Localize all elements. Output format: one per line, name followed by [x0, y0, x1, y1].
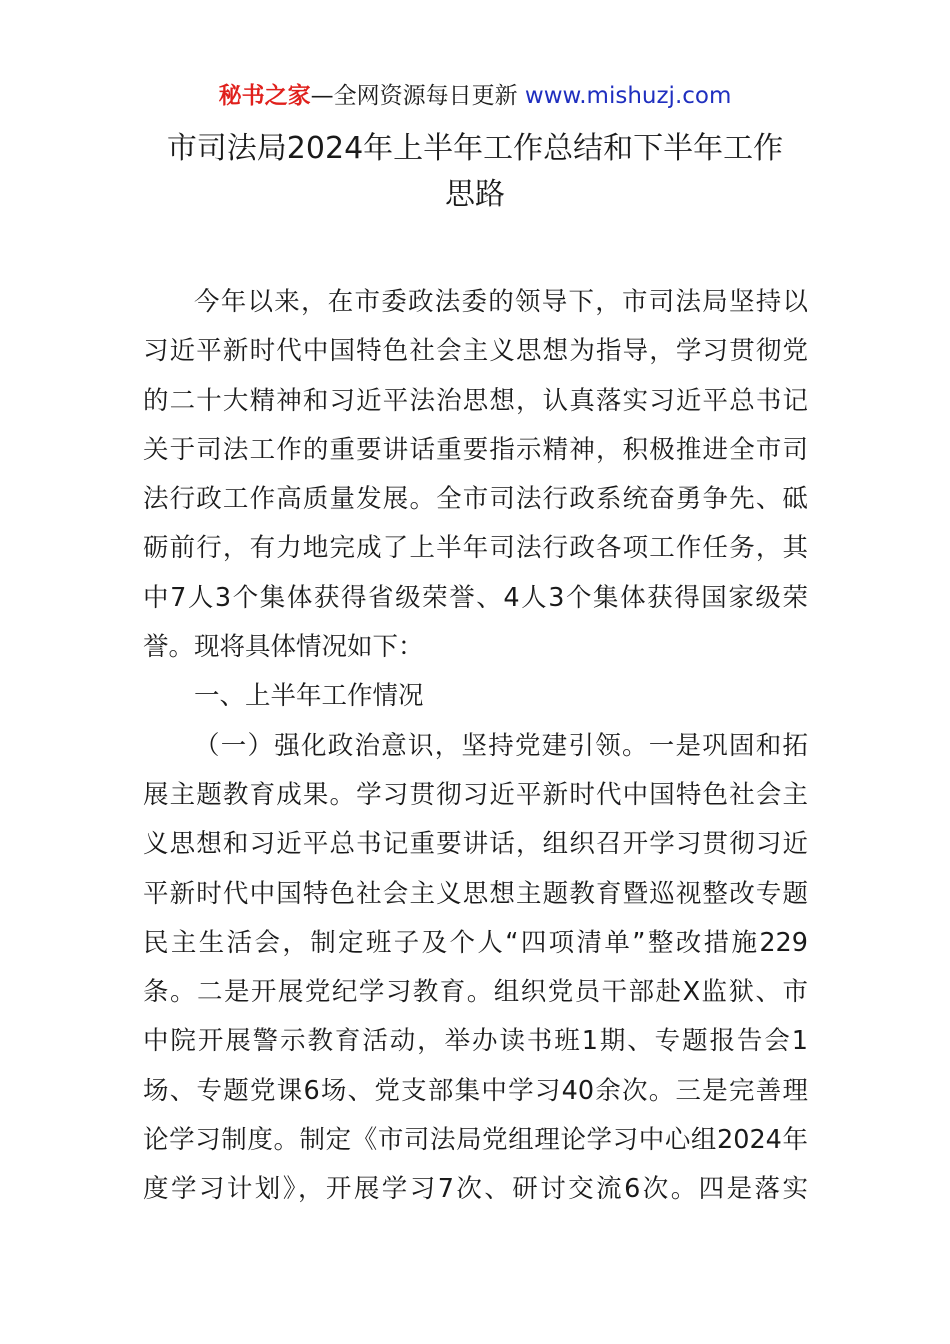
body-line: 今年以来，在市委政法委的领导下，市司法局坚持以 — [194, 287, 808, 317]
body-line: 论学习制度。制定《市司法局党组理论学习中心组2024年 — [143, 1125, 808, 1156]
body-line: （一）强化政治意识，坚持党建引领。一是巩固和拓 — [194, 730, 808, 761]
body-line: 展主题教育成果。学习贯彻习近平新时代中国特色社会主 — [143, 779, 808, 810]
body-line: 中7人3个集体获得省级荣誉、4人3个集体获得国家级荣 — [143, 582, 808, 613]
title-line-1: 市司法局2024年上半年工作总结和下半年工作 — [166, 131, 784, 166]
site-header — [0, 80, 950, 112]
body-line: 场、专题党课6场、党支部集中学习40余次。三是完善理 — [143, 1075, 808, 1106]
body-line: 中院开展警示教育活动，举办读书班1期、专题报告会1 — [143, 1026, 808, 1057]
body-line: 义思想和习近平总书记重要讲话，组织召开学习贯彻习近 — [143, 829, 808, 860]
body-line: 誉。现将具体情况如下： — [143, 632, 424, 663]
body-line: 关于司法工作的重要讲话重要指示精神，积极推进全市司 — [143, 434, 808, 465]
body-line: 法行政工作高质量发展。全市司法行政系统奋勇争先、砥 — [143, 484, 808, 515]
body-line: 平新时代中国特色社会主义思想主题教育暨巡视整改专题 — [143, 878, 808, 909]
site-tagline: —全网资源每日更新 — [310, 83, 518, 109]
body-line: 民主生活会，制定班子及个人“四项清单”整改措施229 — [143, 927, 808, 958]
site-name: 秘书之家 — [218, 83, 311, 109]
document-title — [120, 126, 830, 218]
body-line: 的二十大精神和习近平法治思想，认真落实习近平总书记 — [143, 385, 808, 416]
document-body — [143, 278, 808, 1215]
site-url-link[interactable]: www.mishuzj.com — [524, 83, 732, 109]
title-line-2: 思路 — [445, 177, 505, 212]
body-line: 条。二是开展党纪学习教育。组织党员干部赴X监狱、市 — [143, 977, 808, 1008]
body-line: 砺前行，有力地完成了上半年司法行政各项工作任务，其 — [143, 533, 808, 564]
body-line: 习近平新时代中国特色社会主义思想为指导，学习贯彻党 — [143, 336, 808, 367]
body-line: 度学习计划》，开展学习7次、研讨交流6次。四是落实 — [143, 1174, 808, 1205]
section-heading: 一、上半年工作情况 — [194, 681, 424, 712]
